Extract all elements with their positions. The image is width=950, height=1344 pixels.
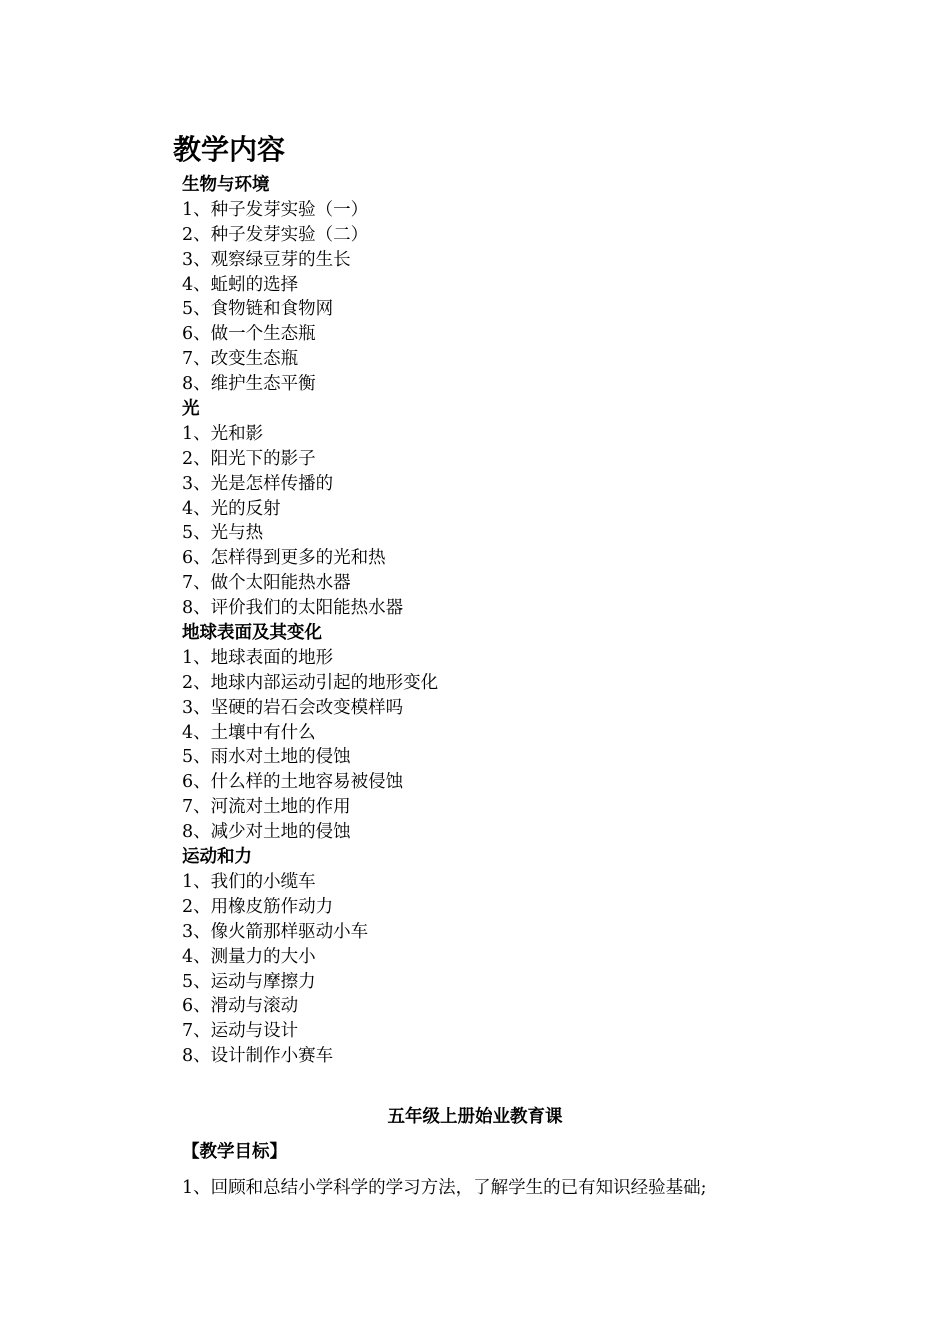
list-item: 3、观察绿豆芽的生长 bbox=[182, 249, 351, 270]
list-item: 1、我们的小缆车 bbox=[182, 871, 316, 892]
list-item: 2、种子发芽实验（二） bbox=[182, 224, 369, 245]
list-item: 4、蚯蚓的选择 bbox=[182, 274, 299, 295]
objective-item: 1、回顾和总结小学科学的学习方法，了解学生的已有知识经验基础; bbox=[182, 1178, 707, 1198]
list-item: 8、评价我们的太阳能热水器 bbox=[182, 598, 404, 619]
list-item: 3、光是怎样传播的 bbox=[182, 473, 334, 494]
lesson-title: 五年级上册始业教育课 bbox=[387, 1107, 563, 1127]
list-item: 6、做一个生态瓶 bbox=[182, 324, 316, 345]
list-item: 4、土壤中有什么 bbox=[182, 722, 316, 743]
list-item: 2、阳光下的影子 bbox=[182, 448, 316, 469]
page-title: 教学内容 bbox=[173, 133, 286, 166]
list-item: 5、雨水对土地的侵蚀 bbox=[182, 747, 351, 768]
list-item: 4、光的反射 bbox=[182, 498, 281, 519]
list-item: 8、设计制作小赛车 bbox=[182, 1046, 334, 1067]
list-item: 3、像火箭那样驱动小车 bbox=[182, 921, 369, 942]
content-outline bbox=[182, 173, 822, 1069]
list-item: 1、光和影 bbox=[182, 423, 264, 444]
list-item: 6、滑动与滚动 bbox=[182, 996, 299, 1017]
list-item: 1、种子发芽实验（一） bbox=[182, 199, 369, 220]
list-item: 7、河流对土地的作用 bbox=[182, 797, 351, 818]
list-item: 7、做个太阳能热水器 bbox=[182, 573, 351, 594]
list-item: 2、地球内部运动引起的地形变化 bbox=[182, 672, 439, 693]
objectives-heading: 【教学目标】 bbox=[182, 1142, 287, 1162]
list-item: 5、食物链和食物网 bbox=[182, 299, 334, 320]
list-item: 7、改变生态瓶 bbox=[182, 349, 299, 370]
list-item: 5、光与热 bbox=[182, 523, 264, 544]
list-item: 8、维护生态平衡 bbox=[182, 374, 316, 395]
list-item: 5、运动与摩擦力 bbox=[182, 971, 316, 992]
list-item: 4、测量力的大小 bbox=[182, 946, 316, 967]
list-item: 6、什么样的土地容易被侵蚀 bbox=[182, 772, 404, 793]
section-heading: 生物与环境 bbox=[182, 175, 270, 195]
section-heading: 运动和力 bbox=[182, 847, 252, 868]
list-item: 1、地球表面的地形 bbox=[182, 647, 334, 668]
list-item: 7、运动与设计 bbox=[182, 1021, 299, 1042]
list-item: 3、坚硬的岩石会改变模样吗 bbox=[182, 697, 404, 718]
list-item: 6、怎样得到更多的光和热 bbox=[182, 548, 386, 569]
list-item: 2、用橡皮筋作动力 bbox=[182, 896, 334, 917]
section-heading: 光 bbox=[182, 399, 200, 420]
list-item: 8、减少对土地的侵蚀 bbox=[182, 822, 351, 843]
section-heading: 地球表面及其变化 bbox=[182, 623, 322, 644]
